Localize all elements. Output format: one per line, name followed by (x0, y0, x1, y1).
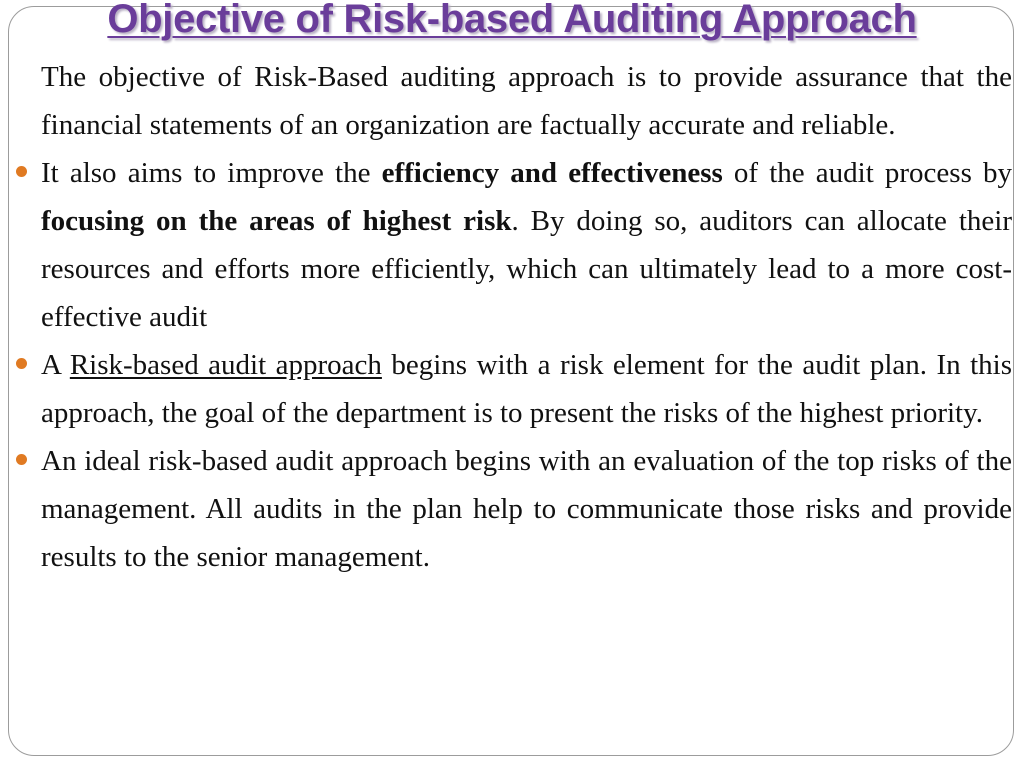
underlined-term: Risk-based audit approach (69, 349, 382, 381)
bullet-risk-based-approach (41, 341, 1012, 437)
bullet-dot-icon (16, 358, 27, 369)
bullet-ideal-approach (41, 437, 1012, 581)
bullet-text: An ideal risk-based audit approach begins with an evaluation of the top risks of the management. All audits in the plan help to communicate those risks and provide results to the senior management. (41, 445, 1012, 573)
bullet-efficiency (41, 149, 1012, 341)
slide-title: Objective of Risk-based Auditing Approach (107, 0, 917, 41)
slide-body (41, 53, 1012, 581)
bullet-text: It also aims to improve the (41, 157, 382, 189)
bullet-text: . By doing so, auditors can allocate their resources and efforts more efficiently, which can ultimately lead to a more cost-effective audit (41, 205, 1012, 333)
paragraph-text: The objective of Risk-Based auditing approach is to provide assurance that the financial statements of an organization are factually accurate and reliable. (41, 61, 1012, 141)
paragraph-objective (41, 53, 1012, 149)
bullet-text: begins with a risk element for the audit plan. In this approach, the goal of the department is to present the risks of the highest priority. (41, 349, 1012, 429)
bold-phrase: focusing on the areas of highest risk (41, 205, 512, 237)
bullet-dot-icon (16, 166, 27, 177)
bullet-text: of the audit process by (722, 157, 1012, 189)
bullet-text: A (41, 349, 70, 381)
bullet-dot-icon (16, 454, 27, 465)
bold-phrase: efficiency and effectiveness (381, 157, 723, 189)
